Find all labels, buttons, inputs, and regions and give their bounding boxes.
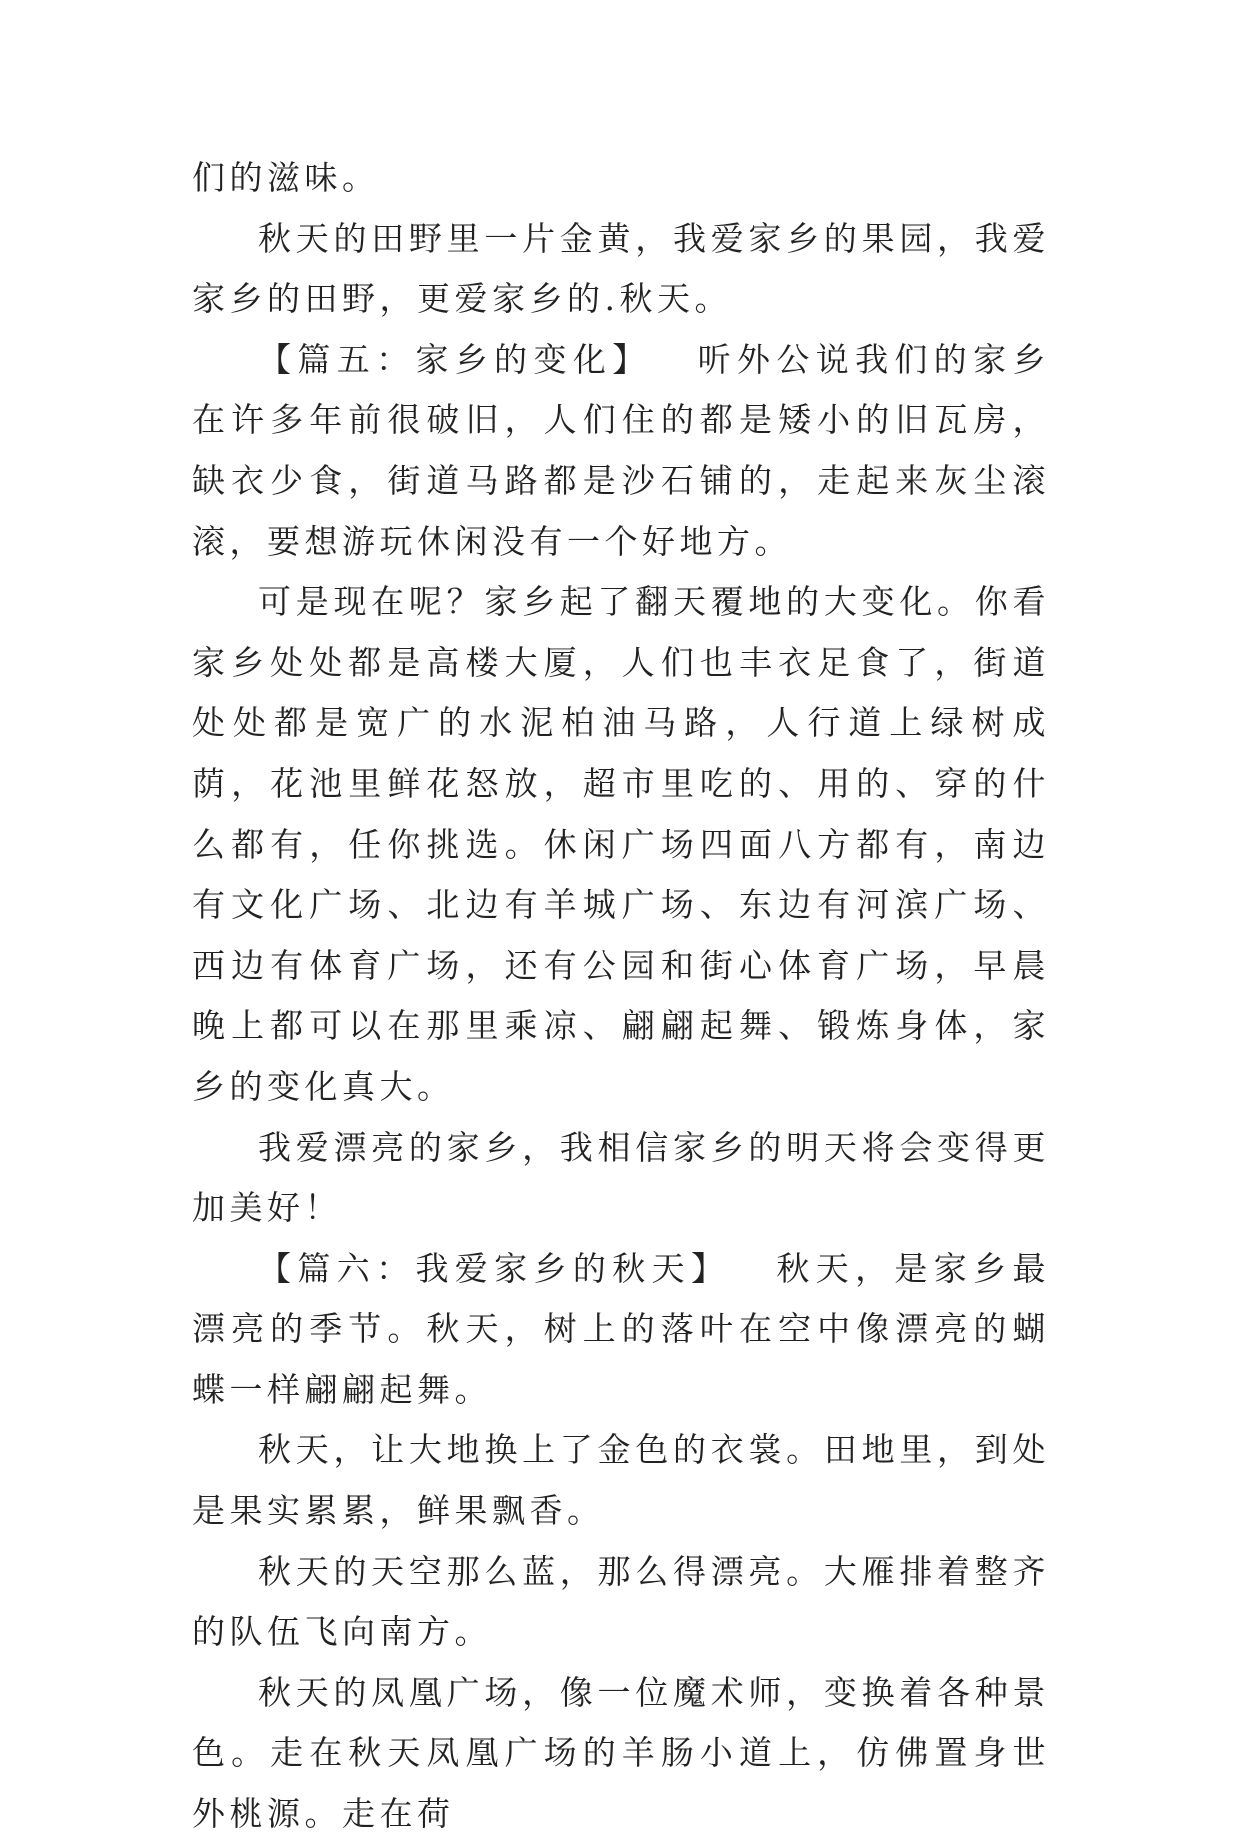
paragraph-autumn-fields xyxy=(192,209,1050,330)
paragraph-text: 我爱漂亮的家乡，我相信家乡的明天将会变得更加美好！ xyxy=(192,1127,1050,1228)
paragraph-text: 秋天的凤凰广场，像一位魔术师，变换着各种景色。走在秋天凤凰广场的羊肠小道上，仿佛置身世外桃源。走在荷 xyxy=(192,1672,1050,1834)
paragraph-text: 秋天，是家乡最漂亮的季节。秋天，树上的落叶在空中像漂亮的蝴蝶一样翩翩起舞。 xyxy=(192,1248,1051,1409)
section-heading: 【篇六：我爱家乡的秋天】 xyxy=(258,1248,731,1288)
paragraph-hometown-change xyxy=(192,572,1050,1117)
paragraph-text: 秋天的田野里一片金黄，我爱家乡的果园，我爱家乡的田野，更爱家乡的.秋天。 xyxy=(192,218,1050,319)
paragraph-golden-land xyxy=(192,1420,1050,1541)
document-body xyxy=(192,148,1050,1845)
paragraph-continuation xyxy=(192,148,1050,209)
paragraph-text: 秋天的天空那么蓝，那么得漂亮。大雁排着整齐的队伍飞向南方。 xyxy=(192,1551,1050,1652)
paragraph-text: 听外公说我们的家乡在许多年前很破旧，人们住的都是矮小的旧瓦房，缺衣少食，街道马路都是沙石铺的，走起来灰尘滚滚，要想游玩休闲没有一个好地方。 xyxy=(192,339,1051,561)
paragraph-text: 们的滋味。 xyxy=(192,158,380,197)
paragraph-section-five xyxy=(192,330,1050,572)
paragraph-love-hometown xyxy=(192,1118,1050,1239)
section-heading: 【篇五：家乡的变化】 xyxy=(258,339,652,379)
paragraph-text: 可是现在呢？家乡起了翻天覆地的大变化。你看家乡处处都是高楼大厦，人们也丰衣足食了，街道处处都是宽广的水泥柏油马路，人行道上绿树成荫，花池里鲜花怒放，超市里吃的、用的、穿的什么都有，任你挑选。休闲广场四面八方都有，南边有文化广场、北边有羊城广场、东边有河滨广场、西边有体育广场，还有公园和街心体育广场，早晨晚上都可以在那里乘凉、翩翩起舞、锻炼身体，家乡的变化真大。 xyxy=(192,582,1050,1106)
paragraph-text: 秋天，让大地换上了金色的衣裳。田地里，到处是果实累累，鲜果飘香。 xyxy=(192,1430,1050,1531)
paragraph-blue-sky xyxy=(192,1542,1050,1663)
paragraph-section-six xyxy=(192,1239,1050,1421)
